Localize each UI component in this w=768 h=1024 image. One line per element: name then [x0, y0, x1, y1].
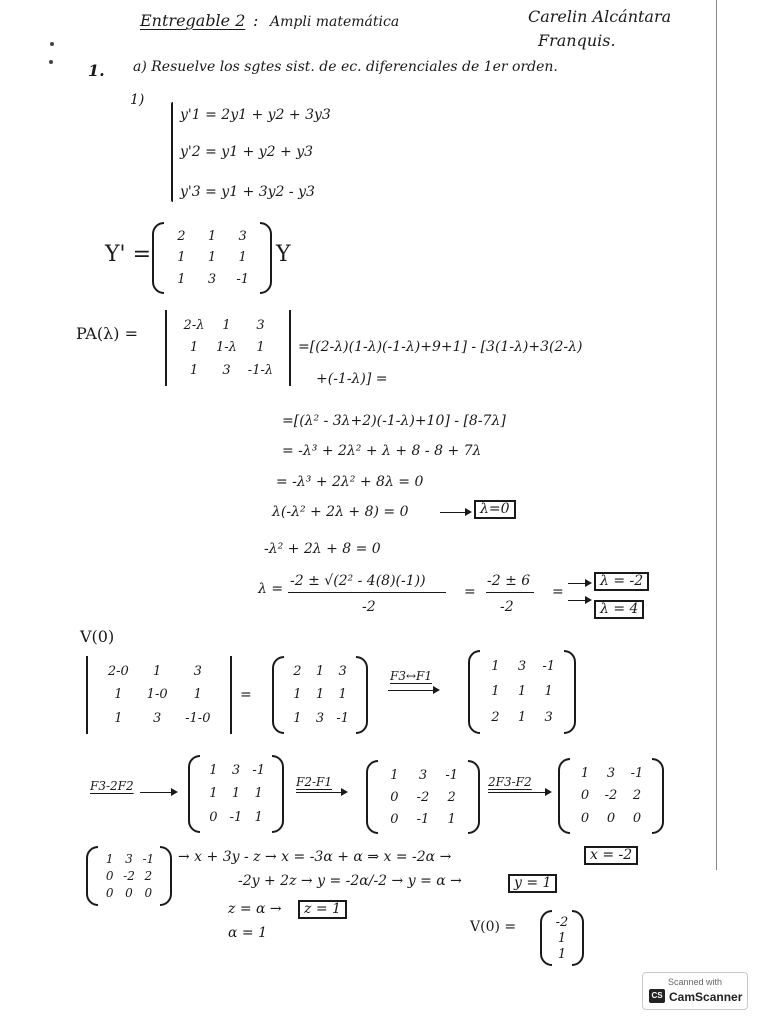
- matrix-cell: 3: [193, 664, 202, 680]
- camscanner-logo-icon: CS: [649, 989, 665, 1003]
- matrix-cell: 1: [209, 786, 218, 802]
- question-number: 1.: [88, 61, 105, 80]
- matrix-cell: 1: [557, 946, 567, 962]
- matrix-cell: 1: [177, 250, 186, 266]
- matrix-cell: 0: [390, 811, 399, 827]
- arrow: [440, 512, 470, 513]
- charpoly-determinant: [163, 310, 293, 386]
- matrix-cell: 3: [238, 229, 247, 245]
- badge-brand: CamScanner: [669, 990, 743, 1004]
- matrix-cell: -1: [229, 809, 243, 825]
- matrix-cell: 0: [144, 886, 153, 901]
- matrix-cell: 3: [544, 709, 553, 725]
- title-part1: Entregable 2: [140, 11, 246, 30]
- matrix-cell: 1: [544, 684, 553, 700]
- matrix-cell: 3: [256, 317, 265, 333]
- box-x: x = -2: [584, 846, 638, 865]
- matrix-cell: -1: [236, 271, 249, 287]
- author-line2: Franquis.: [538, 31, 616, 50]
- matrix-cell: 2: [491, 709, 500, 725]
- camscanner-badge: [642, 972, 748, 1010]
- equals-sign: =: [240, 687, 252, 703]
- matrix-cell: 0: [105, 868, 114, 883]
- matrix-cell: -1-0: [185, 710, 211, 726]
- matrix-cell: 0: [209, 809, 218, 825]
- root-box-2: λ = -2: [594, 572, 649, 591]
- matrix-eq-rhs: Y: [276, 242, 291, 267]
- row-op-1: F3↔F1: [390, 669, 432, 683]
- charpoly-line6: λ(-λ² + 2λ + 8) = 0: [272, 504, 409, 520]
- matrix-cell: -1: [252, 763, 265, 779]
- arrow: [388, 690, 438, 691]
- solution-line1: → x + 3y - z → x = -3α + α ⇒ x = -2α →: [178, 849, 452, 865]
- charpoly-line1: =[(2-λ)(1-λ)(-1-λ)+9+1] - [3(1-λ)+3(2-λ): [298, 339, 583, 355]
- charpoly-lhs: PA(λ) =: [76, 324, 138, 343]
- matrix-cell: 1: [114, 710, 123, 726]
- matrix-cell: 0: [606, 811, 616, 827]
- matrix-cell: 1: [557, 930, 567, 946]
- matrix-cell: 1: [105, 851, 114, 866]
- row-op-4: 2F3-F2: [488, 775, 532, 789]
- matrix-cell: -1: [416, 811, 430, 827]
- matrix-cell: -2: [555, 914, 569, 930]
- root-box-3: λ = 4: [594, 600, 644, 619]
- v0-determinant: [84, 656, 234, 734]
- matrix-cell: 1: [491, 659, 500, 675]
- matrix-cell: 1: [209, 763, 218, 779]
- matrix-cell: -2: [416, 789, 430, 805]
- scan-speck: [50, 42, 54, 46]
- matrix-cell: 3: [606, 765, 616, 781]
- matrix-cell: 1-λ: [216, 340, 237, 356]
- matrix-cell: 3: [125, 851, 133, 866]
- matrix-cell: -1: [336, 710, 349, 726]
- right-margin-line: [716, 0, 717, 870]
- matrix-cell: 1: [189, 363, 199, 379]
- matrix-cell: 1: [207, 250, 217, 266]
- matrix-cell: 1: [254, 809, 263, 825]
- matrix-cell: 1: [447, 811, 456, 827]
- matrix-cell: 1: [390, 767, 399, 783]
- v0-label: V(0): [80, 627, 115, 646]
- quadratic-numerator: -2 ± √(2² - 4(8)(-1)): [290, 573, 426, 589]
- system-brace: [165, 102, 177, 202]
- v0-matrix-3: [468, 650, 576, 734]
- matrix-cell: 1: [238, 250, 247, 266]
- charpoly-line7: -λ² + 2λ + 8 = 0: [264, 541, 381, 557]
- equals-sign: =: [552, 584, 564, 600]
- matrix-cell: 0: [632, 811, 642, 827]
- charpoly-line4: = -λ³ + 2λ² + λ + 8 - 8 + 7λ: [282, 443, 482, 459]
- matrix-cell: 1: [293, 710, 302, 726]
- matrix-cell: 1: [193, 687, 202, 703]
- matrix-cell: 3: [517, 659, 527, 675]
- matrix-cell: 3: [338, 664, 347, 680]
- arrow: [568, 583, 590, 584]
- v0-matrix-4: [188, 755, 284, 833]
- matrix-cell: 3: [418, 767, 428, 783]
- badge-caption: Scanned with: [667, 977, 723, 987]
- v0-matrix-5: [366, 760, 480, 834]
- matrix-cell: 1: [222, 317, 231, 333]
- subquestion-label: 1): [130, 92, 145, 108]
- matrix-cell: 1: [580, 765, 590, 781]
- matrix-cell: 0: [390, 789, 399, 805]
- arrow: [140, 792, 176, 793]
- matrix-cell: 1: [256, 340, 265, 356]
- matrix-cell: 1: [491, 684, 500, 700]
- matrix-cell: 3: [153, 710, 162, 726]
- matrix-cell: 3: [207, 271, 217, 287]
- root-box-1: λ=0: [474, 500, 516, 519]
- matrix-cell: -1: [445, 767, 458, 783]
- matrix-cell: 1: [153, 664, 162, 680]
- matrix-cell: 1: [293, 687, 302, 703]
- title-part2: Ampli matemática: [270, 14, 400, 30]
- matrix-cell: 3: [222, 363, 231, 379]
- arrow: [568, 600, 590, 601]
- matrix-cell: -2: [604, 788, 618, 804]
- fraction-bar: [288, 592, 446, 593]
- system-eq1: y'1 = 2y1 + y2 + 3y3: [180, 107, 331, 123]
- matrix-cell: 0: [125, 886, 133, 901]
- solution-line2: -2y + 2z → y = -2α/-2 → y = α →: [238, 873, 462, 889]
- simplified-numerator: -2 ± 6: [487, 573, 531, 589]
- box-z: z = 1: [298, 900, 347, 919]
- solution-line3: z = α →: [228, 901, 282, 917]
- matrix-cell: 2-λ: [183, 317, 205, 333]
- matrix-cell: -2: [123, 868, 135, 883]
- arrow: [296, 792, 346, 793]
- matrix-cell: 2: [144, 868, 153, 883]
- matrix-cell: 1: [338, 687, 347, 703]
- matrix-cell: 1: [517, 709, 527, 725]
- matrix-cell: 1: [177, 271, 186, 287]
- charpoly-line5: = -λ³ + 2λ² + 8λ = 0: [276, 474, 424, 490]
- eigenvector: [540, 910, 584, 966]
- quadratic-lhs: λ =: [258, 581, 284, 597]
- matrix-cell: -1: [542, 659, 555, 675]
- matrix-cell: 1: [517, 684, 527, 700]
- matrix-cell: 1: [114, 687, 123, 703]
- matrix-cell: 1: [207, 229, 217, 245]
- matrix-cell: 1-0: [146, 687, 168, 703]
- v0-matrix-7: [86, 846, 172, 906]
- charpoly-line3: =[(λ² - 3λ+2)(-1-λ)+10] - [8-7λ]: [282, 413, 506, 429]
- system-eq2: y'2 = y1 + y2 + y3: [180, 144, 314, 160]
- matrix-cell: 1: [189, 340, 199, 356]
- matrix-cell: 1: [231, 786, 241, 802]
- matrix-cell: 3: [231, 763, 241, 779]
- matrix-cell: 1: [254, 786, 263, 802]
- box-y: y = 1: [508, 874, 557, 893]
- author-line1: Carelin Alcántara: [528, 7, 672, 26]
- fraction-bar: [486, 592, 534, 593]
- quadratic-denominator: -2: [362, 599, 376, 615]
- coefficient-matrix: [152, 222, 272, 294]
- matrix-cell: 2: [632, 788, 642, 804]
- matrix-cell: 0: [580, 811, 590, 827]
- row-op-3: F2-F1: [296, 775, 332, 789]
- simplified-denominator: -2: [500, 599, 514, 615]
- matrix-cell: 0: [580, 788, 590, 804]
- matrix-cell: 2: [177, 229, 186, 245]
- v0-matrix-2: [272, 656, 368, 734]
- charpoly-line2: +(-1-λ)] =: [316, 371, 388, 387]
- eigenvector-label: V(0) =: [470, 919, 517, 935]
- scan-speck: [49, 60, 53, 64]
- system-eq3: y'3 = y1 + 3y2 - y3: [180, 184, 315, 200]
- alpha-value: α = 1: [228, 925, 267, 941]
- row-op-2: F3-2F2: [90, 779, 134, 793]
- equals-sign: =: [464, 584, 476, 600]
- matrix-cell: 2-0: [107, 664, 129, 680]
- matrix-cell: 2: [447, 789, 456, 805]
- matrix-eq-lhs: Y' =: [105, 242, 151, 267]
- matrix-cell: -1-λ: [247, 363, 274, 379]
- arrow: [488, 792, 550, 793]
- matrix-cell: 2: [293, 664, 302, 680]
- matrix-cell: -1: [142, 851, 155, 866]
- question-prompt: a) Resuelve los sgtes sist. de ec. diferenciales de 1er orden.: [133, 59, 558, 75]
- matrix-cell: -1: [630, 765, 644, 781]
- matrix-cell: 0: [105, 886, 114, 901]
- title-separator: :: [253, 11, 259, 30]
- v0-matrix-6: [558, 758, 664, 834]
- matrix-cell: 3: [315, 710, 325, 726]
- matrix-cell: 1: [315, 664, 325, 680]
- matrix-cell: 1: [315, 687, 325, 703]
